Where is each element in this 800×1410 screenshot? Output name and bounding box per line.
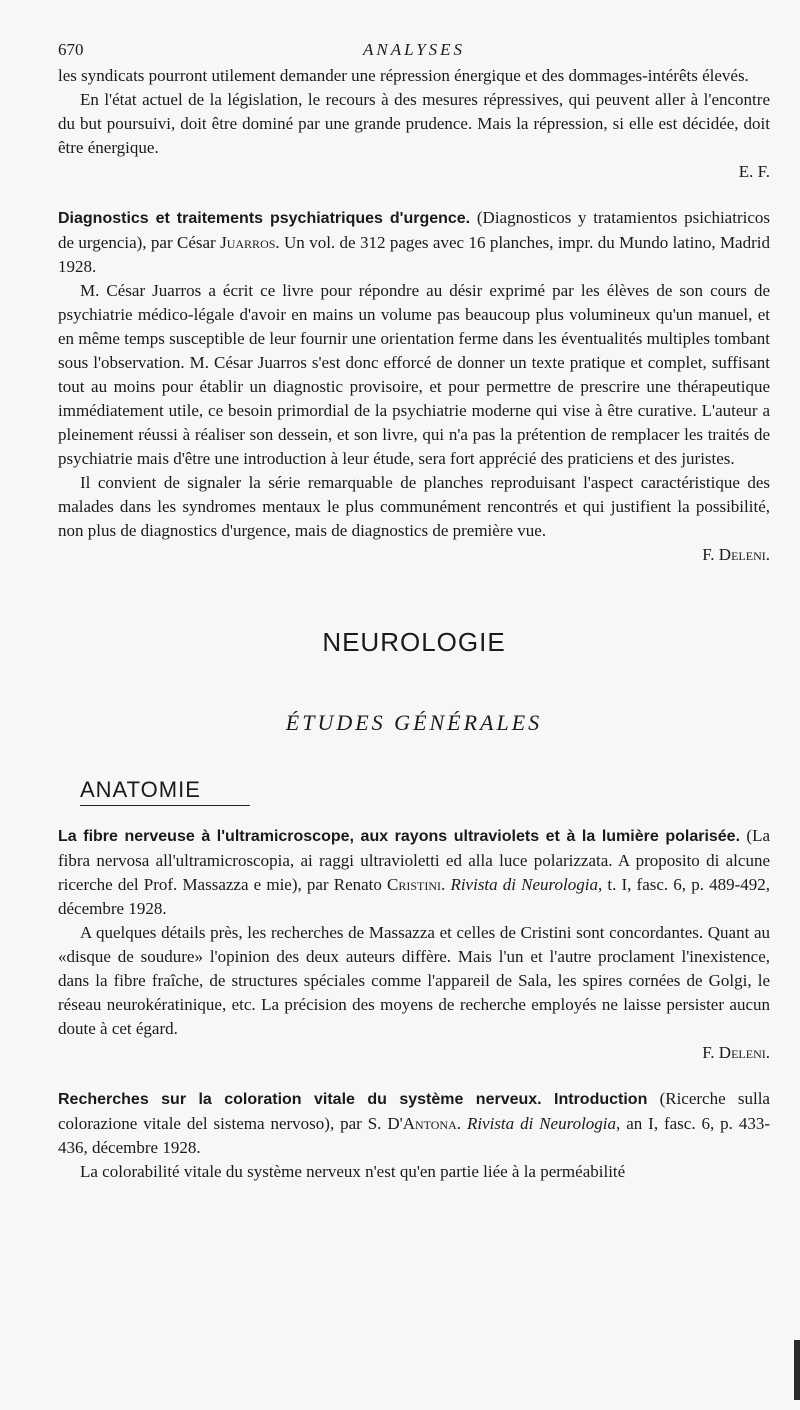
rubric-title: ANATOMIE: [80, 777, 201, 802]
author-name: Cristini: [387, 875, 442, 894]
paragraph-continued: les syndicats pourront utilement demander une répression énergique et des dommages-intérêts élevés.: [58, 66, 749, 85]
review-entry: La fibre nerveuse à l'ultramicroscope, aux rayons ultraviolets et à la lumière polarisée. (La fibra nervosa all'ultramicroscopia, ai raggi ultravioletti ed alla luce polarizzata. A proposito di alcune ricerche del Prof. Massazza e mie), par Renato Cristini. Rivista di Neurologia, t. I, fasc. 6, p. 489-492, décembre 1928.: [58, 826, 770, 918]
page-number: 670: [58, 40, 84, 59]
review-title: Diagnostics et traitements psychiatriques d'urgence.: [58, 210, 471, 227]
signature: F. Deleni.: [702, 1043, 770, 1062]
review-title: La fibre nerveuse à l'ultramicroscope, aux rayons ultraviolets et à la lumière polarisée.: [58, 828, 741, 845]
review-body: La colorabilité vitale du système nerveux n'est qu'en partie liée à la perméabilité: [80, 1162, 626, 1181]
citation: . Un vol. de 312 pages avec 16 planches, impr. du Mundo latino, Madrid 1928.: [58, 233, 770, 276]
citation: (Ricerche sulla colorazione vitale del sistema nervoso), par S.: [58, 1089, 770, 1133]
citation: , an I, fasc. 6, p. 433-436, décembre 1928.: [58, 1114, 770, 1157]
signature: F. Deleni.: [702, 545, 770, 564]
review-body: M. César Juarros a écrit ce livre pour répondre au désir exprimé par les élèves de son cours de psychiatrie médico-légale d'avoir en mains un volume pas beaucoup plus volumineux qu'un manuel, et en même temps susceptible de leur fournir une orientation ferme dans les éventualités multiples tombant sous l'observation. M. César Juarros s'est donc efforcé de donner un texte pratique et complet, suffisant tout au moins pour établir un diagnostic provisoire, et pour permettre de prescrire une thérapeutique immédiatement utile, ce besoin primordial de la psychiatrie moderne qui vise à être curative. L'auteur a pleinement réussi à réaliser son dessein, et son livre, qui n'a pas la prétention de remplacer les traités de psychiatrie mais d'être une introduction à leur étude, sera fort apprécié des praticiens et des juristes.: [58, 281, 770, 468]
author-name: Juarros: [220, 233, 276, 252]
scan-edge-mark: [794, 1340, 800, 1400]
running-title: ANALYSES: [362, 40, 466, 59]
document-page: [58, 40, 770, 1184]
author-name: D'Antona: [387, 1114, 457, 1133]
review-entry: Recherches sur la coloration vitale du système nerveux. Introduction (Ricerche sulla colorazione vitale del sistema nervoso), par S. D'Antona. Rivista di Neurologia, an I, fasc. 6, p. 433-436, décembre 1928.: [58, 1089, 770, 1157]
subsection-title: ÉTUDES GÉNÉRALES: [285, 710, 543, 735]
citation: (Diagnosticos y tratamientos psichiatricos de urgencia), par César: [58, 208, 770, 252]
citation: (La fibra nervosa all'ultramicroscopia, ai raggi ultravioletti ed alla luce polarizzata. A proposito di alcune ricerche del Prof. Massazza e mie), par Renato: [58, 826, 770, 894]
running-head: [58, 40, 770, 64]
review-body: A quelques détails près, les recherches de Massazza et celles de Cristini sont concordantes. Quant au «disque de soudure» l'opinion des deux auteurs diffère. Mais l'un et l'autre proclament l'inexistence, dans la fibre fraîche, de structures spéciales comme l'appareil de Sala, les spires cornées de Golgi, le réseau neurokératinique, etc. La précision des moyens de recherche employés ne laisse persister aucun doute à cet égard.: [58, 923, 770, 1038]
review-entry: [58, 206, 770, 279]
review-title: Recherches sur la coloration vitale du système nerveux. Introduction: [58, 1091, 648, 1108]
signature: E. F.: [738, 162, 770, 181]
review-body: Il convient de signaler la série remarquable de planches reproduisant l'aspect caractéristique des malades dans les syndromes mentaux le plus communément rencontrés et qui justifient la possibilité, non plus de diagnostics d'urgence, mais de diagnostics de première vue.: [58, 473, 770, 540]
citation: , t. I, fasc. 6, p. 489-492, décembre 1928.: [58, 875, 770, 918]
journal-name: Rivista di Neurologia: [466, 1114, 617, 1133]
paragraph-legislation: En l'état actuel de la législation, le recours à des mesures répressives, qui peuvent aller à l'encontre du but poursuivi, doit être dominé par une grande prudence. Mais la répression, si elle est décidée, doit être énergique.: [58, 90, 770, 157]
journal-name: Rivista di Neurologia: [450, 875, 598, 894]
section-title: NEUROLOGIE: [322, 627, 506, 657]
